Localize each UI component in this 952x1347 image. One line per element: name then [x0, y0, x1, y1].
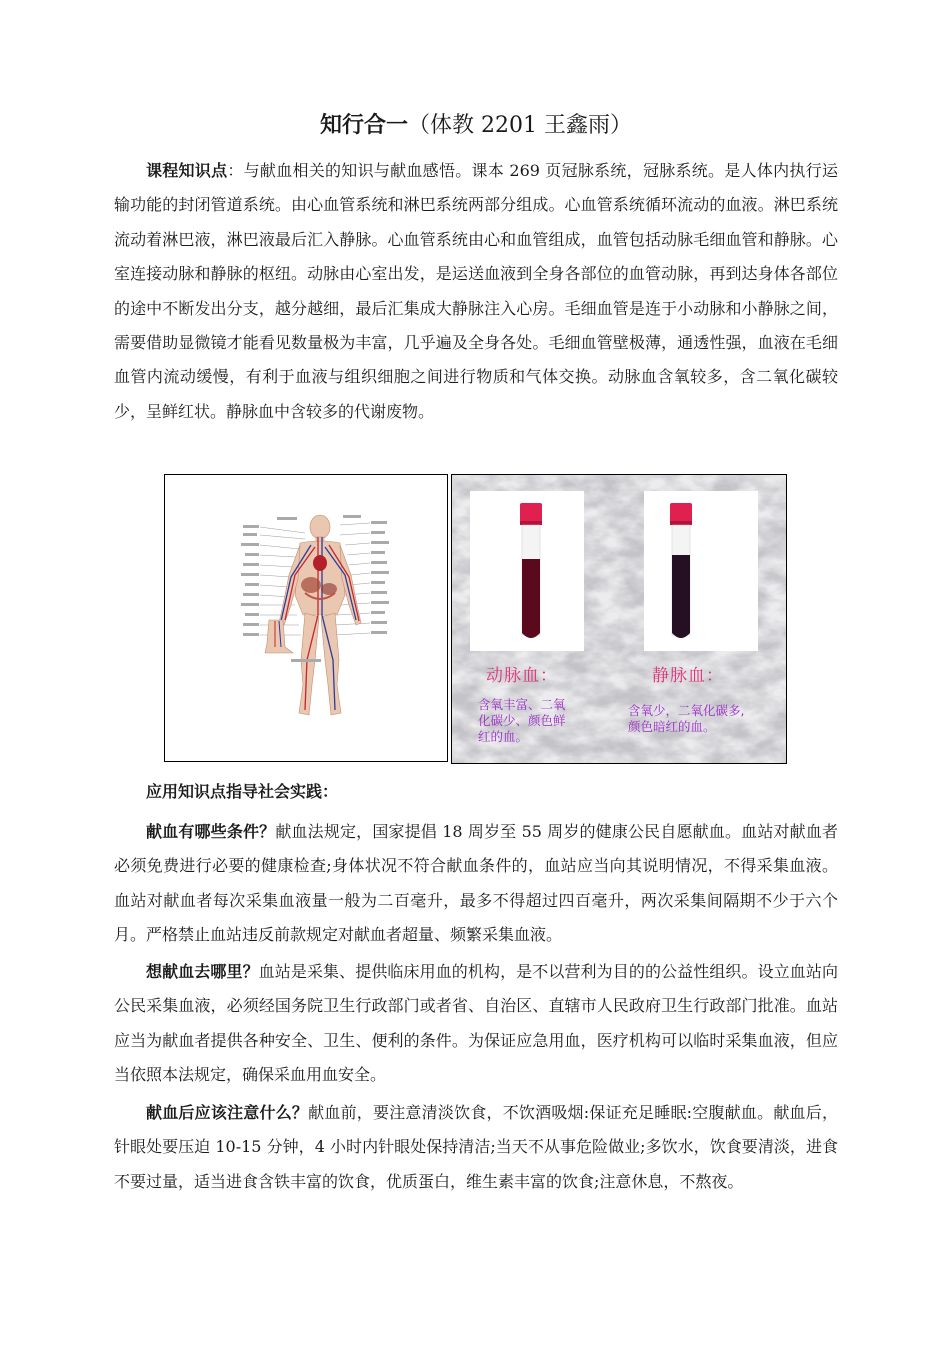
artery-tube-icon	[470, 491, 584, 651]
circulatory-diagram-illustration	[165, 475, 446, 760]
vein-description	[628, 703, 744, 735]
knowledge-lead: 课程知识点	[146, 161, 228, 180]
vein-tube-icon	[644, 491, 758, 651]
q2-paragraph	[114, 955, 838, 1093]
section-heading-text: 应用知识点指导社会实践：	[146, 782, 339, 801]
vein-card	[644, 491, 758, 651]
q1-text: 献血法规定，国家提倡 18 周岁至 55 周岁的健康公民自愿献血。血站对献血者必须免费进行必要的健康检查;身体状况不符合献血条件的，血站应当向其说明情况，不得采集血液。血站对献血者每次采集血液量一般为二百毫升，最多不得超过四百毫升，两次采集间隔期不少于六个月。严格禁止血站违反前款规定对献血者超量、频繁采集血液。	[114, 822, 838, 945]
vein-desc-line: 含氧少，二氧化碳多,	[628, 703, 745, 718]
vein-label: 静脉血：	[652, 666, 724, 686]
artery-desc-line: 化碳少、颜色鲜	[478, 713, 566, 728]
title-author: （体教 2201 王鑫雨）	[408, 113, 632, 138]
q2-lead: 想献血去哪里？	[146, 962, 259, 981]
artery-description	[478, 697, 566, 745]
section-heading	[114, 775, 838, 809]
artery-label: 动脉血：	[486, 666, 558, 686]
artery-desc-line: 红的血。	[478, 729, 529, 744]
vein-desc-line: 颜色暗红的血。	[628, 719, 716, 734]
q1-lead: 献血有哪些条件？	[146, 822, 276, 841]
heart-icon	[313, 555, 327, 571]
artery-desc-line: 含氧丰富、二氧	[478, 697, 566, 712]
title-main: 知行合一	[320, 112, 409, 138]
q3-lead: 献血后应该注意什么？	[146, 1103, 309, 1122]
q1-paragraph	[114, 815, 838, 953]
circulatory-system-figure	[164, 474, 448, 762]
knowledge-text: ：与献血相关的知识与献血感悟。课本 269 页冠脉系统，冠脉系统。是人体内执行运输功能的封闭管道系统。由心血管系统和淋巴系统两部分组成。心血管系统循环流动的血液。淋巴系统流动着淋巴液，淋巴液最后汇入静脉。心血管系统由心和血管组成，血管包括动脉毛细血管和静脉。心室连接动脉和静脉的枢纽。动脉由心室出发，是运送血液到全身各部位的血管动脉，再到达身体各部位的途中不断发出分支，越分越细，最后汇集成大静脉注入心房。毛细血管是连于小动脉和小静脉之间，需要借助显微镜才能看见数量极为丰富，几乎遍及全身各处。毛细血管壁极薄，通透性强，血液在毛细血管内流动缓慢，有利于血液与组织细胞之间进行物质和气体交换。动脉血含氧较多，含二氧化碳较少，呈鲜红状。静脉血中含较多的代谢废物。	[114, 161, 838, 421]
q2-text: 血站是采集、提供临床用血的机构，是不以营利为目的的公益性组织。设立血站向公民采集血液，必须经国务院卫生行政部门或者省、自治区、直辖市人民政府卫生行政部门批准。血站应当为献血者提供各种安全、卫生、便利的条件。为保证应急用血，医疗机构可以临时采集血液，但应当依照本法规定，确保采血用血安全。	[114, 962, 838, 1085]
page-title	[0, 108, 952, 143]
q3-paragraph	[114, 1096, 838, 1199]
blood-comparison-figure	[451, 474, 787, 764]
q3-text: 献血前，要注意清淡饮食，不饮酒吸烟:保证充足睡眠:空腹献血。献血后，针眼处要压迫 10-15 分钟，4 小时内针眼处保持清洁;当天不从事危险做业;多饮水，饮食要清淡，进食不要过量，适当进食含铁丰富的饮食，优质蛋白，维生素丰富的饮食;注意休息，不熬夜。	[114, 1103, 838, 1191]
knowledge-paragraph	[114, 154, 838, 429]
artery-card	[470, 491, 584, 651]
